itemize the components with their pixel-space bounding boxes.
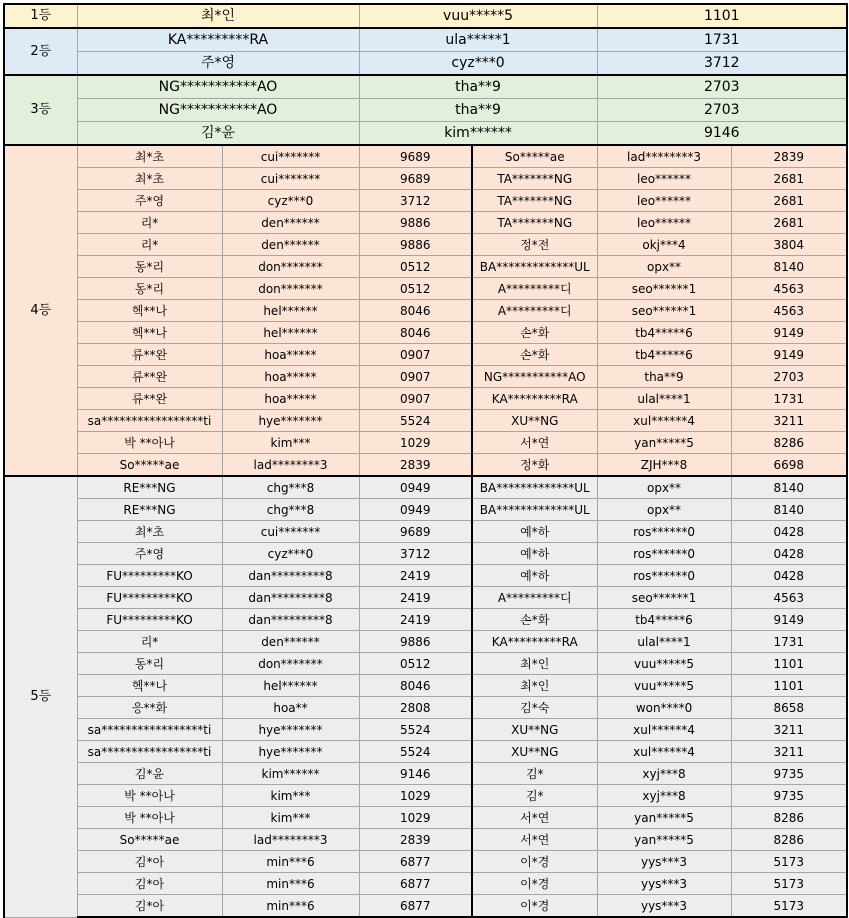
winner-number: 5524 xyxy=(359,410,472,432)
winner-name: 박 **아나 xyxy=(77,432,222,454)
tier2-row xyxy=(4,28,847,52)
tier5-row xyxy=(4,631,847,653)
tier3-row xyxy=(4,75,847,99)
winner-name: 예*하 xyxy=(472,565,597,587)
winner-number: 0512 xyxy=(359,278,472,300)
winner-number: 8140 xyxy=(731,499,847,521)
winner-id: yys***3 xyxy=(597,895,731,918)
winner-id: min***6 xyxy=(222,851,359,873)
tier5-row xyxy=(4,763,847,785)
winner-name: So*****ae xyxy=(472,145,597,168)
winner-name: XU**NG xyxy=(472,741,597,763)
tier4-row xyxy=(4,168,847,190)
winner-id: xul******4 xyxy=(597,410,731,432)
winner-name: A*********디 xyxy=(472,587,597,609)
tier5-row xyxy=(4,807,847,829)
winner-name: BA*************UL xyxy=(472,256,597,278)
winner-name: 예*하 xyxy=(472,521,597,543)
winner-name: 최*인 xyxy=(472,675,597,697)
winner-number: 0949 xyxy=(359,476,472,499)
winner-number: 9146 xyxy=(597,122,847,146)
winner-number: 8046 xyxy=(359,300,472,322)
winner-name: 김*윤 xyxy=(77,763,222,785)
winner-number: 8140 xyxy=(731,256,847,278)
rank-label: 2등 xyxy=(4,28,77,75)
tier5-row xyxy=(4,521,847,543)
winner-number: 1101 xyxy=(731,653,847,675)
winner-name: 리* xyxy=(77,631,222,653)
tier5-row xyxy=(4,543,847,565)
winner-number: 2808 xyxy=(359,697,472,719)
winner-number: 6698 xyxy=(731,454,847,477)
winner-id: chg***8 xyxy=(222,476,359,499)
winner-number: 2681 xyxy=(731,212,847,234)
winner-number: 0428 xyxy=(731,565,847,587)
winner-number: 2681 xyxy=(731,168,847,190)
winner-number: 0428 xyxy=(731,521,847,543)
winner-id: yan*****5 xyxy=(597,829,731,851)
tier4-row xyxy=(4,190,847,212)
winner-number: 9689 xyxy=(359,521,472,543)
winner-name: RE***NG xyxy=(77,499,222,521)
winner-number: 3211 xyxy=(731,719,847,741)
winner-name: XU**NG xyxy=(472,410,597,432)
winner-id: den****** xyxy=(222,234,359,256)
winner-number: 1731 xyxy=(597,28,847,52)
winner-name: 이*경 xyxy=(472,873,597,895)
winner-id: vuu*****5 xyxy=(597,653,731,675)
tier4-row xyxy=(4,322,847,344)
winner-id: xyj***8 xyxy=(597,763,731,785)
rank-label: 1등 xyxy=(4,4,77,28)
tier2-row xyxy=(4,52,847,76)
winner-name: 서*연 xyxy=(472,829,597,851)
winner-name: 예*하 xyxy=(472,543,597,565)
winner-id: cui******* xyxy=(222,521,359,543)
winner-id: chg***8 xyxy=(222,499,359,521)
tier3-row xyxy=(4,122,847,146)
winner-number: 9689 xyxy=(359,145,472,168)
winner-name: 최*초 xyxy=(77,145,222,168)
winner-number: 2681 xyxy=(731,190,847,212)
winner-number: 9149 xyxy=(731,609,847,631)
winner-number: 9689 xyxy=(359,168,472,190)
winner-name: 주*영 xyxy=(77,190,222,212)
tier4-row xyxy=(4,388,847,410)
tier5-row xyxy=(4,565,847,587)
winner-number: 1029 xyxy=(359,807,472,829)
tier4-row xyxy=(4,145,847,168)
winner-number: 5173 xyxy=(731,895,847,918)
winner-name: 응**화 xyxy=(77,697,222,719)
winner-number: 3712 xyxy=(359,190,472,212)
winner-number: 4563 xyxy=(731,278,847,300)
winner-name: 김* xyxy=(472,763,597,785)
winner-name: FU*********KO xyxy=(77,565,222,587)
winner-name: sa*****************ti xyxy=(77,741,222,763)
winner-name: 정*화 xyxy=(472,454,597,477)
winner-number: 3211 xyxy=(731,741,847,763)
winner-id: don******* xyxy=(222,256,359,278)
winner-number: 5173 xyxy=(731,873,847,895)
winner-id: tb4*****6 xyxy=(597,344,731,366)
winner-name: 헥**나 xyxy=(77,322,222,344)
winner-number: 1731 xyxy=(731,631,847,653)
winner-number: 0428 xyxy=(731,543,847,565)
winner-number: 3712 xyxy=(359,543,472,565)
winner-id: ros******0 xyxy=(597,565,731,587)
winner-id: ZJH***8 xyxy=(597,454,731,477)
winner-name: 리* xyxy=(77,234,222,256)
winner-number: 6877 xyxy=(359,895,472,918)
tier4-row xyxy=(4,366,847,388)
winner-id: hel****** xyxy=(222,675,359,697)
winner-id: won****0 xyxy=(597,697,731,719)
winner-id: hel****** xyxy=(222,300,359,322)
tier5-row xyxy=(4,653,847,675)
tier5-row xyxy=(4,476,847,499)
tier5-row xyxy=(4,675,847,697)
winner-number: 9735 xyxy=(731,763,847,785)
winner-number: 1731 xyxy=(731,388,847,410)
rank-label: 4등 xyxy=(4,145,77,476)
tier4-row xyxy=(4,344,847,366)
winner-id: opx** xyxy=(597,476,731,499)
winner-id: yan*****5 xyxy=(597,432,731,454)
winner-number: 9146 xyxy=(359,763,472,785)
winner-id: hoa***** xyxy=(222,388,359,410)
winner-name: BA*************UL xyxy=(472,499,597,521)
winner-name: 동*리 xyxy=(77,278,222,300)
winner-number: 0907 xyxy=(359,366,472,388)
winner-number: 2839 xyxy=(731,145,847,168)
rank-label: 3등 xyxy=(4,75,77,145)
winner-id: kim*** xyxy=(222,785,359,807)
winner-name: 주*영 xyxy=(77,52,359,76)
winner-number: 2703 xyxy=(731,366,847,388)
winner-id: cyz***0 xyxy=(222,190,359,212)
winner-name: KA*********RA xyxy=(77,28,359,52)
winner-id: don******* xyxy=(222,278,359,300)
winner-number: 9149 xyxy=(731,322,847,344)
tier5-row xyxy=(4,873,847,895)
winner-name: 리* xyxy=(77,212,222,234)
winner-name: A*********디 xyxy=(472,278,597,300)
winner-name: NG***********AO xyxy=(77,75,359,99)
winner-name: So*****ae xyxy=(77,454,222,477)
winner-name: 박 **아나 xyxy=(77,807,222,829)
winner-name: FU*********KO xyxy=(77,587,222,609)
winner-id: ulal****1 xyxy=(597,388,731,410)
winner-id: hoa***** xyxy=(222,366,359,388)
winner-id: tb4*****6 xyxy=(597,322,731,344)
winner-number: 8286 xyxy=(731,807,847,829)
winner-id: seo******1 xyxy=(597,278,731,300)
winner-name: 서*연 xyxy=(472,807,597,829)
winner-name: 동*리 xyxy=(77,256,222,278)
winner-number: 9735 xyxy=(731,785,847,807)
winner-number: 2839 xyxy=(359,454,472,477)
winner-name: 김*윤 xyxy=(77,122,359,146)
tier5-row xyxy=(4,609,847,631)
winner-name: XU**NG xyxy=(472,719,597,741)
winner-number: 5524 xyxy=(359,719,472,741)
winner-name: 김*아 xyxy=(77,895,222,918)
tier5-row xyxy=(4,829,847,851)
winner-id: opx** xyxy=(597,499,731,521)
winner-id: leo****** xyxy=(597,190,731,212)
winner-number: 0907 xyxy=(359,344,472,366)
winner-name: RE***NG xyxy=(77,476,222,499)
winner-id: ros******0 xyxy=(597,521,731,543)
winner-id: yan*****5 xyxy=(597,807,731,829)
winner-id: cyz***0 xyxy=(222,543,359,565)
winner-id: lad********3 xyxy=(222,454,359,477)
winner-id: kim*** xyxy=(222,807,359,829)
winner-id: lad********3 xyxy=(597,145,731,168)
winner-id: kim*** xyxy=(222,432,359,454)
winner-id: den****** xyxy=(222,212,359,234)
winner-name: 최*인 xyxy=(77,4,359,28)
winner-number: 8286 xyxy=(731,829,847,851)
winner-id: xul******4 xyxy=(597,741,731,763)
tier4-row xyxy=(4,410,847,432)
winner-name: 헥**나 xyxy=(77,300,222,322)
winner-number: 8658 xyxy=(731,697,847,719)
winner-number: 0949 xyxy=(359,499,472,521)
winner-number: 2419 xyxy=(359,565,472,587)
winners-table xyxy=(3,3,848,918)
winner-name: 김* xyxy=(472,785,597,807)
winner-name: 이*경 xyxy=(472,895,597,918)
winner-id: vuu*****5 xyxy=(597,675,731,697)
tier5-row xyxy=(4,697,847,719)
winner-id: xul******4 xyxy=(597,719,731,741)
winner-id: hoa** xyxy=(222,697,359,719)
winner-id: dan*********8 xyxy=(222,565,359,587)
winner-name: 류**완 xyxy=(77,344,222,366)
winner-id: xyj***8 xyxy=(597,785,731,807)
winner-number: 2703 xyxy=(597,99,847,122)
winner-number: 5524 xyxy=(359,741,472,763)
winner-number: 0907 xyxy=(359,388,472,410)
winner-name: 박 **아나 xyxy=(77,785,222,807)
winner-number: 3712 xyxy=(597,52,847,76)
winner-name: 손*화 xyxy=(472,609,597,631)
winner-id: don******* xyxy=(222,653,359,675)
winner-number: 4563 xyxy=(731,587,847,609)
winner-id: kim****** xyxy=(222,763,359,785)
winner-number: 8046 xyxy=(359,675,472,697)
winner-id: hye******* xyxy=(222,741,359,763)
winner-id: vuu*****5 xyxy=(359,4,597,28)
tier4-row xyxy=(4,234,847,256)
winner-number: 8046 xyxy=(359,322,472,344)
winner-name: KA*********RA xyxy=(472,388,597,410)
tier5-row xyxy=(4,499,847,521)
winner-number: 9886 xyxy=(359,631,472,653)
winner-name: 주*영 xyxy=(77,543,222,565)
winner-id: seo******1 xyxy=(597,587,731,609)
winner-name: KA*********RA xyxy=(472,631,597,653)
winner-id: hoa***** xyxy=(222,344,359,366)
winner-id: lad********3 xyxy=(222,829,359,851)
winner-id: hye******* xyxy=(222,719,359,741)
winner-number: 6877 xyxy=(359,873,472,895)
tier4-row xyxy=(4,256,847,278)
winner-number: 2419 xyxy=(359,609,472,631)
ranking-sheet xyxy=(3,3,846,911)
winner-id: yys***3 xyxy=(597,873,731,895)
winner-number: 3211 xyxy=(731,410,847,432)
winner-id: opx** xyxy=(597,256,731,278)
winner-name: 손*화 xyxy=(472,344,597,366)
winner-number: 1101 xyxy=(597,4,847,28)
winner-id: cui******* xyxy=(222,145,359,168)
winner-number: 1101 xyxy=(731,675,847,697)
winner-number: 8286 xyxy=(731,432,847,454)
winner-name: TA*******NG xyxy=(472,212,597,234)
winner-id: ulal****1 xyxy=(597,631,731,653)
winner-name: 김*아 xyxy=(77,873,222,895)
rank-label: 5등 xyxy=(4,476,77,917)
winner-number: 2839 xyxy=(359,829,472,851)
winner-name: 손*화 xyxy=(472,322,597,344)
tier5-row xyxy=(4,851,847,873)
winner-name: 류**완 xyxy=(77,366,222,388)
tier5-row xyxy=(4,785,847,807)
winner-name: 이*경 xyxy=(472,851,597,873)
winner-id: yys***3 xyxy=(597,851,731,873)
winner-id: hye******* xyxy=(222,410,359,432)
winner-id: cyz***0 xyxy=(359,52,597,76)
winner-name: 김*아 xyxy=(77,851,222,873)
winner-name: 류**완 xyxy=(77,388,222,410)
winner-name: 정*전 xyxy=(472,234,597,256)
winner-id: dan*********8 xyxy=(222,587,359,609)
tier1-row xyxy=(4,4,847,28)
winner-number: 1029 xyxy=(359,785,472,807)
winner-name: 최*초 xyxy=(77,168,222,190)
winner-name: 최*초 xyxy=(77,521,222,543)
winner-name: 최*인 xyxy=(472,653,597,675)
winner-name: 헥**나 xyxy=(77,675,222,697)
winner-id: min***6 xyxy=(222,873,359,895)
winner-number: 0512 xyxy=(359,256,472,278)
winner-number: 5173 xyxy=(731,851,847,873)
winner-name: 서*연 xyxy=(472,432,597,454)
winner-name: NG***********AO xyxy=(77,99,359,122)
winner-number: 9886 xyxy=(359,212,472,234)
winner-id: cui******* xyxy=(222,168,359,190)
winner-id: tha**9 xyxy=(597,366,731,388)
winner-id: dan*********8 xyxy=(222,609,359,631)
tier4-row xyxy=(4,278,847,300)
winner-id: leo****** xyxy=(597,212,731,234)
winner-name: 동*리 xyxy=(77,653,222,675)
tier3-row xyxy=(4,99,847,122)
winner-name: TA*******NG xyxy=(472,168,597,190)
winner-id: leo****** xyxy=(597,168,731,190)
winner-name: sa*****************ti xyxy=(77,410,222,432)
winner-id: tha**9 xyxy=(359,75,597,99)
winner-id: okj***4 xyxy=(597,234,731,256)
tier5-row xyxy=(4,719,847,741)
winner-name: A*********디 xyxy=(472,300,597,322)
winner-name: sa*****************ti xyxy=(77,719,222,741)
tier4-row xyxy=(4,432,847,454)
winner-number: 8140 xyxy=(731,476,847,499)
winner-number: 9886 xyxy=(359,234,472,256)
winner-name: TA*******NG xyxy=(472,190,597,212)
winner-name: BA*************UL xyxy=(472,476,597,499)
winner-number: 3804 xyxy=(731,234,847,256)
tier5-row xyxy=(4,587,847,609)
winner-number: 2703 xyxy=(597,75,847,99)
winner-id: den****** xyxy=(222,631,359,653)
winner-number: 2419 xyxy=(359,587,472,609)
winner-id: ros******0 xyxy=(597,543,731,565)
winner-id: ula*****1 xyxy=(359,28,597,52)
winner-number: 9149 xyxy=(731,344,847,366)
winner-number: 1029 xyxy=(359,432,472,454)
winner-id: min***6 xyxy=(222,895,359,918)
winner-id: tha**9 xyxy=(359,99,597,122)
winner-number: 4563 xyxy=(731,300,847,322)
winner-name: FU*********KO xyxy=(77,609,222,631)
winner-name: So*****ae xyxy=(77,829,222,851)
winner-number: 0512 xyxy=(359,653,472,675)
tier4-row xyxy=(4,212,847,234)
tier5-row xyxy=(4,741,847,763)
tier4-row xyxy=(4,300,847,322)
winner-id: seo******1 xyxy=(597,300,731,322)
tier4-row xyxy=(4,454,847,477)
winner-id: hel****** xyxy=(222,322,359,344)
winner-id: kim****** xyxy=(359,122,597,146)
winner-name: 김*숙 xyxy=(472,697,597,719)
winner-name: NG***********AO xyxy=(472,366,597,388)
winner-number: 6877 xyxy=(359,851,472,873)
winner-id: tb4*****6 xyxy=(597,609,731,631)
